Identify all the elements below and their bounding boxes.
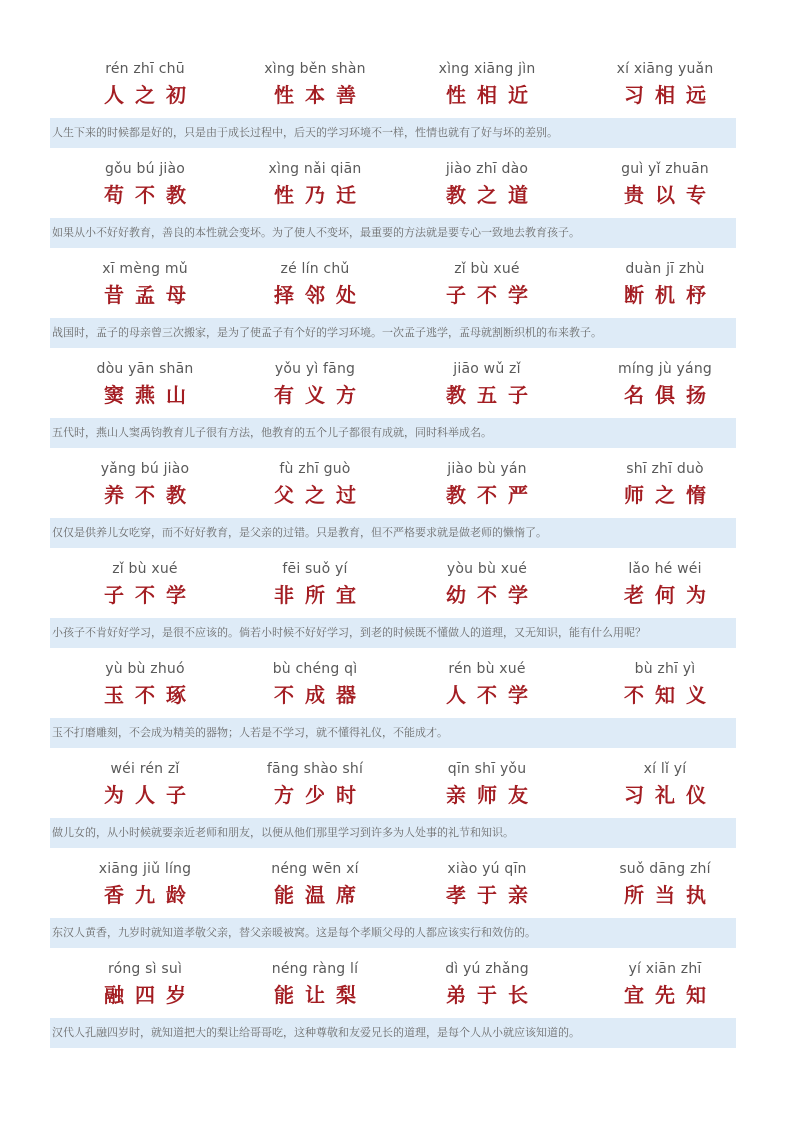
phrase bbox=[70, 758, 220, 810]
hanzi-text: 人不学 bbox=[446, 683, 539, 707]
hanzi-text: 弟于长 bbox=[446, 983, 539, 1007]
phrase-row bbox=[50, 358, 736, 416]
verse-block bbox=[50, 958, 736, 1058]
hanzi-text: 贵以专 bbox=[624, 183, 717, 207]
phrase bbox=[70, 558, 220, 610]
phrase bbox=[412, 958, 562, 1010]
phrase bbox=[412, 558, 562, 610]
phrase bbox=[70, 458, 220, 510]
verse-block bbox=[50, 58, 736, 158]
hanzi-text: 香九龄 bbox=[104, 883, 197, 907]
hanzi-text: 能让梨 bbox=[274, 983, 367, 1007]
pinyin-text: shī zhī duò bbox=[626, 461, 704, 477]
pinyin-text: míng jù yáng bbox=[618, 361, 712, 377]
pinyin-text: róng sì suì bbox=[107, 961, 183, 977]
hanzi-text: 窦燕山 bbox=[104, 383, 197, 407]
hanzi-text: 择邻处 bbox=[274, 283, 367, 307]
pinyin-text: rén bù xué bbox=[448, 661, 526, 677]
meaning-text: 人生下来的时候都是好的，只是由于成长过程中，后天的学习环境不一样，性情也就有了好与坏的差别。 bbox=[50, 118, 736, 148]
pinyin-text: duàn jī zhù bbox=[625, 261, 705, 277]
pinyin-text: yí xiān zhī bbox=[628, 961, 702, 977]
hanzi-text: 能温席 bbox=[274, 883, 367, 907]
phrase bbox=[240, 758, 390, 810]
pinyin-text: xiāng jiǔ líng bbox=[98, 861, 192, 877]
pinyin-text: néng wēn xí bbox=[271, 861, 359, 877]
hanzi-text: 融四岁 bbox=[104, 983, 197, 1007]
hanzi-text: 昔孟母 bbox=[104, 283, 197, 307]
hanzi-text: 玉不琢 bbox=[104, 683, 197, 707]
pinyin-text: jiào bù yán bbox=[447, 461, 527, 477]
hanzi-text: 不成器 bbox=[274, 683, 367, 707]
phrase bbox=[70, 858, 220, 910]
hanzi-text: 为人子 bbox=[104, 783, 197, 807]
pinyin-text: dì yú zhǎng bbox=[445, 961, 529, 977]
pinyin-text: fēi suǒ yí bbox=[282, 561, 348, 577]
hanzi-text: 习礼仪 bbox=[624, 783, 717, 807]
hanzi-text: 孝于亲 bbox=[446, 883, 539, 907]
phrase bbox=[240, 158, 390, 210]
phrase-row bbox=[50, 658, 736, 716]
pinyin-text: xìng nǎi qiān bbox=[268, 161, 362, 177]
phrase bbox=[240, 258, 390, 310]
phrase bbox=[70, 58, 220, 110]
pinyin-text: qīn shī yǒu bbox=[447, 761, 527, 777]
verse-block bbox=[50, 758, 736, 858]
phrase bbox=[412, 458, 562, 510]
phrase bbox=[590, 658, 740, 710]
phrase bbox=[590, 958, 740, 1010]
hanzi-text: 父之过 bbox=[274, 483, 367, 507]
hanzi-text: 宜先知 bbox=[624, 983, 717, 1007]
pinyin-text: xìng běn shàn bbox=[264, 61, 366, 77]
pinyin-text: zǐ bù xué bbox=[454, 261, 520, 277]
meaning-text: 做儿女的，从小时候就要亲近老师和朋友，以便从他们那里学习到许多为人处事的礼节和知识。 bbox=[50, 818, 736, 848]
hanzi-text: 非所宜 bbox=[274, 583, 367, 607]
pinyin-text: xìng xiāng jìn bbox=[438, 61, 536, 77]
pinyin-text: zé lín chǔ bbox=[280, 261, 350, 277]
hanzi-text: 名俱扬 bbox=[624, 383, 717, 407]
verse-block bbox=[50, 158, 736, 258]
pinyin-text: xī mèng mǔ bbox=[102, 261, 188, 277]
verse-block bbox=[50, 658, 736, 758]
verse-block bbox=[50, 258, 736, 358]
phrase bbox=[412, 358, 562, 410]
phrase bbox=[240, 658, 390, 710]
hanzi-text: 性本善 bbox=[274, 83, 367, 107]
phrase bbox=[590, 758, 740, 810]
phrase bbox=[412, 858, 562, 910]
phrase bbox=[412, 58, 562, 110]
phrase bbox=[412, 658, 562, 710]
pinyin-text: lǎo hé wéi bbox=[628, 561, 702, 577]
hanzi-text: 人之初 bbox=[104, 83, 197, 107]
pinyin-text: xí lǐ yí bbox=[643, 761, 687, 777]
meaning-text: 小孩子不肯好好学习，是很不应该的。倘若小时候不好好学习，到老的时候既不懂做人的道理，又无知识，能有什么用呢？ bbox=[50, 618, 736, 648]
hanzi-text: 老何为 bbox=[624, 583, 717, 607]
pinyin-text: wéi rén zǐ bbox=[110, 761, 180, 777]
pinyin-text: guì yǐ zhuān bbox=[621, 161, 709, 177]
phrase-row bbox=[50, 758, 736, 816]
phrase bbox=[70, 958, 220, 1010]
hanzi-text: 子不学 bbox=[446, 283, 539, 307]
pinyin-text: yǎng bú jiào bbox=[100, 461, 190, 477]
hanzi-text: 子不学 bbox=[104, 583, 197, 607]
pinyin-text: gǒu bú jiào bbox=[104, 161, 186, 177]
phrase bbox=[590, 458, 740, 510]
pinyin-text: bù zhī yì bbox=[634, 661, 696, 677]
hanzi-text: 教五子 bbox=[446, 383, 539, 407]
phrase bbox=[70, 158, 220, 210]
phrase bbox=[240, 558, 390, 610]
phrase bbox=[590, 358, 740, 410]
meaning-text: 汉代人孔融四岁时，就知道把大的梨让给哥哥吃，这种尊敬和友爱兄长的道理，是每个人从小就应该知道的。 bbox=[50, 1018, 736, 1048]
phrase bbox=[240, 458, 390, 510]
pinyin-text: yù bù zhuó bbox=[105, 661, 185, 677]
phrase bbox=[70, 258, 220, 310]
hanzi-text: 师之惰 bbox=[624, 483, 717, 507]
phrase bbox=[240, 858, 390, 910]
verse-block bbox=[50, 558, 736, 658]
meaning-text: 仅仅是供养儿女吃穿，而不好好教育，是父亲的过错。只是教育，但不严格要求就是做老师的懒惰了。 bbox=[50, 518, 736, 548]
hanzi-text: 教之道 bbox=[446, 183, 539, 207]
phrase bbox=[240, 358, 390, 410]
pinyin-text: rén zhī chū bbox=[105, 61, 185, 77]
phrase-row bbox=[50, 958, 736, 1016]
verse-block bbox=[50, 458, 736, 558]
hanzi-text: 断机杼 bbox=[624, 283, 717, 307]
sanzijing-page bbox=[50, 58, 736, 1058]
pinyin-text: jiào zhī dào bbox=[445, 161, 529, 177]
pinyin-text: jiāo wǔ zǐ bbox=[453, 361, 521, 377]
phrase bbox=[412, 258, 562, 310]
pinyin-text: fù zhī guò bbox=[279, 461, 351, 477]
hanzi-text: 苟不教 bbox=[104, 183, 197, 207]
phrase bbox=[412, 158, 562, 210]
meaning-text: 如果从小不好好教育，善良的本性就会变坏。为了使人不变坏，最重要的方法就是要专心一致地去教育孩子。 bbox=[50, 218, 736, 248]
hanzi-text: 教不严 bbox=[446, 483, 539, 507]
pinyin-text: néng ràng lí bbox=[271, 961, 359, 977]
phrase bbox=[240, 58, 390, 110]
phrase bbox=[590, 58, 740, 110]
phrase-row bbox=[50, 158, 736, 216]
hanzi-text: 方少时 bbox=[274, 783, 367, 807]
hanzi-text: 养不教 bbox=[104, 483, 197, 507]
phrase bbox=[70, 358, 220, 410]
pinyin-text: bù chéng qì bbox=[272, 661, 358, 677]
hanzi-text: 性相近 bbox=[446, 83, 539, 107]
meaning-text: 五代时，燕山人窦禹钧教育儿子很有方法，他教育的五个儿子都很有成就，同时科举成名。 bbox=[50, 418, 736, 448]
phrase bbox=[590, 158, 740, 210]
hanzi-text: 有义方 bbox=[274, 383, 367, 407]
verse-block bbox=[50, 358, 736, 458]
pinyin-text: yǒu yì fāng bbox=[274, 361, 356, 377]
hanzi-text: 习相远 bbox=[624, 83, 717, 107]
phrase-row bbox=[50, 258, 736, 316]
meaning-text: 东汉人黄香，九岁时就知道孝敬父亲，替父亲暖被窝。这是每个孝顺父母的人都应该实行和效仿的。 bbox=[50, 918, 736, 948]
pinyin-text: xí xiāng yuǎn bbox=[616, 61, 714, 77]
pinyin-text: xiào yú qīn bbox=[447, 861, 527, 877]
meaning-text: 战国时，孟子的母亲曾三次搬家，是为了使孟子有个好的学习环境。一次孟子逃学，孟母就割断织机的布来教子。 bbox=[50, 318, 736, 348]
phrase-row bbox=[50, 58, 736, 116]
hanzi-text: 性乃迁 bbox=[274, 183, 367, 207]
hanzi-text: 幼不学 bbox=[446, 583, 539, 607]
verse-block bbox=[50, 858, 736, 958]
phrase bbox=[70, 658, 220, 710]
phrase bbox=[590, 558, 740, 610]
phrase bbox=[240, 958, 390, 1010]
hanzi-text: 所当执 bbox=[624, 883, 717, 907]
meaning-text: 玉不打磨雕刻，不会成为精美的器物；人若是不学习，就不懂得礼仪，不能成才。 bbox=[50, 718, 736, 748]
pinyin-text: suǒ dāng zhí bbox=[619, 861, 711, 877]
pinyin-text: yòu bù xué bbox=[446, 561, 528, 577]
phrase bbox=[590, 858, 740, 910]
phrase-row bbox=[50, 458, 736, 516]
phrase-row bbox=[50, 858, 736, 916]
hanzi-text: 亲师友 bbox=[446, 783, 539, 807]
hanzi-text: 不知义 bbox=[624, 683, 717, 707]
pinyin-text: fāng shào shí bbox=[266, 761, 364, 777]
phrase bbox=[590, 258, 740, 310]
phrase-row bbox=[50, 558, 736, 616]
pinyin-text: dòu yān shān bbox=[96, 361, 194, 377]
phrase bbox=[412, 758, 562, 810]
pinyin-text: zǐ bù xué bbox=[112, 561, 178, 577]
